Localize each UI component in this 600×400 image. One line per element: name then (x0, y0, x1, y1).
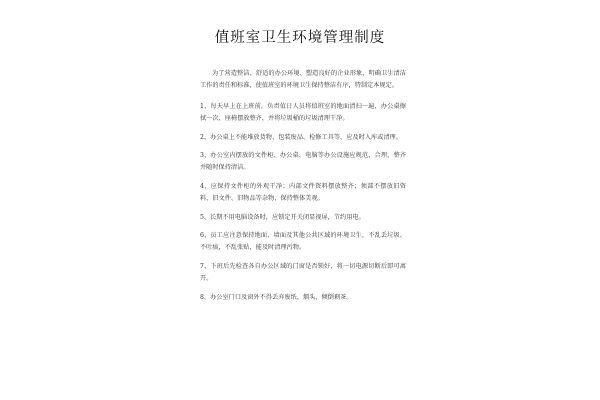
intro-paragraph: 为了营造整洁、舒适的办公环境、塑造良好的企业形象，明确卫生清洁工作的责任和标准，使值班室的环境卫生保持整洁有序，特制定本规定。 (200, 70, 406, 90)
rule-item-8: 8、办公室门口及窗外不得丢弃废纸、烟头、倾倒剩茶。 (200, 293, 353, 301)
rule-item-5: 5、长期不用电脑设备时，应锁定开关闭显视屏，节约用电。 (200, 213, 365, 221)
rule-item-2: 2、办公桌上不能堆放货物、包装废品、检修工具等，应及时入库或清理。 (200, 133, 402, 141)
rule-item-7: 7、下班后先检查各自办公区域的门窗是否锁好，将一切电源切断后即可离开。 (200, 262, 406, 283)
document-title: 值班室卫生环境管理制度 (214, 30, 386, 46)
rule-item-4: 4、应保持文件柜的外观干净；内部文件资料摆放整齐；须部不摆放旧资料、旧文件、旧物品等杂物，保持整体美观。 (200, 182, 406, 203)
rule-item-6: 6、员工应注意保持地面、墙面及其他公共区域的环境卫生，不乱丢垃圾、不吐痰，不乱张贴，能及时清理污物。 (200, 232, 406, 252)
rule-item-3: 3、办公室内摆放的文件柜、办公桌、电脑等办公设施应规范、合理，整齐并随时保持清洁。 (200, 152, 406, 172)
rule-item-1: 1、每天早上在上班前，负责值日人员将值班室的地面清扫一遍，办公桌擦拭一次、座椅摆放整齐，并将垃圾桶的垃圾清理干净。 (200, 102, 406, 123)
document-body (200, 68, 406, 310)
